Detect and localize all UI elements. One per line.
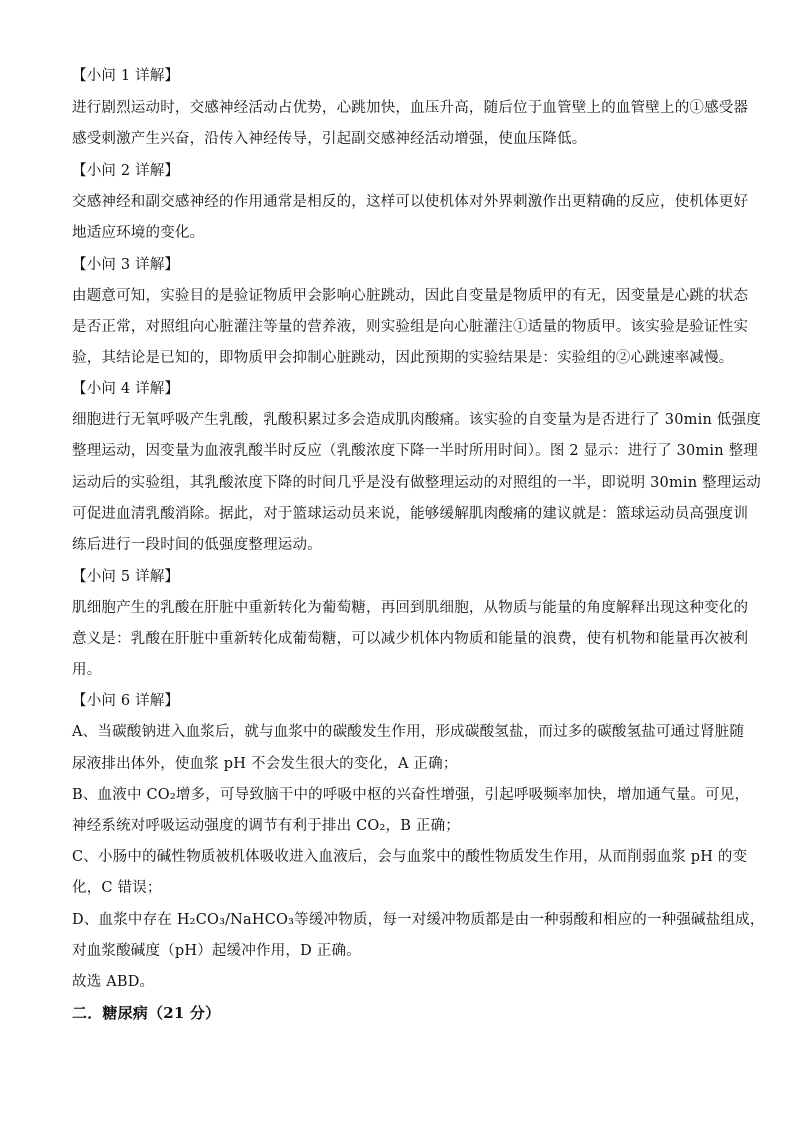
- paragraph-line: 意义是：乳酸在肝脏中重新转化成葡萄糖，可以减少机体内物质和能量的浪费，使有机物和能量再次被利: [72, 631, 749, 647]
- paragraph-line: 交感神经和副交感神经的作用通常是相反的，这样可以使机体对外界刺激作出更精确的反应，使机体更好: [72, 194, 749, 210]
- paragraph-line: 练后进行一段时间的低强度整理运动。: [72, 537, 322, 553]
- paragraph-line: B、血液中 CO₂增多，可导致脑干中的呼吸中枢的兴奋性增强，引起呼吸频率加快，增加通气量。可见，: [72, 787, 750, 803]
- paragraph-line: 肌细胞产生的乳酸在肝脏中重新转化为葡萄糖，再回到肌细胞，从物质与能量的角度解释出现这种变化的: [72, 600, 749, 616]
- section-heading: 【小问 5 详解】: [72, 569, 180, 585]
- paragraph-line: 感受刺激产生兴奋，沿传入神经传导，引起副交感神经活动增强，使血压降低。: [72, 131, 587, 147]
- paragraph-line: 整理运动，因变量为血液乳酸半时反应（乳酸浓度下降一半时所用时间）。图 2 显示：进行了 30min 整理: [72, 443, 758, 459]
- paragraph-line: A、当碳酸钠进入血浆后，就与血浆中的碳酸发生作用，形成碳酸氢盐，而过多的碳酸氢盐可通过肾脏随: [72, 724, 745, 740]
- paragraph-line: 化，C 错误；: [72, 880, 162, 896]
- paragraph-line: 是否正常，对照组向心脏灌注等量的营养液，则实验组是向心脏灌注①适量的物质甲。该实验是验证性实: [72, 319, 749, 335]
- paragraph-line: 验，其结论是已知的，即物质甲会抑制心脏跳动，因此预期的实验结果是：实验组的②心跳速率减慢。: [72, 350, 734, 366]
- paragraph-line: 神经系统对呼吸运动强度的调节有利于排出 CO₂，B 正确；: [72, 818, 460, 834]
- section-heading: 【小问 3 详解】: [72, 257, 180, 273]
- paragraph-line: 对血浆酸碱度（pH）起缓冲作用，D 正确。: [72, 943, 361, 959]
- section-heading: 【小问 6 详解】: [72, 693, 180, 709]
- paragraph-line: 故选 ABD。: [72, 974, 155, 990]
- next-section-title: 二．糖尿病（21 分）: [72, 1004, 221, 1022]
- section-heading: 【小问 1 详解】: [72, 68, 180, 84]
- paragraph-line: 可促进血清乳酸消除。据此，对于篮球运动员来说，能够缓解肌肉酸痛的建议就是：篮球运动员高强度训: [72, 506, 749, 522]
- paragraph-line: 细胞进行无氧呼吸产生乳酸，乳酸积累过多会造成肌肉酸痛。该实验的自变量为是否进行了 30min 低强度: [72, 412, 761, 428]
- paragraph-line: 运动后的实验组，其乳酸浓度下降的时间几乎是没有做整理运动的对照组的一半，即说明 30min 整理运动: [72, 475, 761, 491]
- section-heading: 【小问 2 详解】: [72, 163, 180, 179]
- paragraph-line: D、血浆中存在 H₂CO₃/NaHCO₃等缓冲物质，每一对缓冲物质都是由一种弱酸和相应的一种强碱盐组成，: [72, 912, 765, 928]
- paragraph-line: 进行剧烈运动时，交感神经活动占优势，心跳加快，血压升高，随后位于血管壁上的血管壁上的①感受器: [72, 100, 749, 116]
- section-heading: 【小问 4 详解】: [72, 381, 180, 397]
- paragraph-line: 由题意可知，实验目的是验证物质甲会影响心脏跳动，因此自变量是物质甲的有无，因变量是心跳的状态: [72, 288, 749, 304]
- paragraph-line: 用。: [72, 662, 102, 678]
- paragraph-line: 尿液排出体外，使血浆 pH 不会发生很大的变化，A 正确；: [72, 756, 458, 772]
- paragraph-line: C、小肠中的碱性物质被机体吸收进入血液后，会与血浆中的酸性物质发生作用，从而削弱血浆 pH 的变: [72, 849, 748, 865]
- paragraph-line: 地适应环境的变化。: [72, 225, 205, 241]
